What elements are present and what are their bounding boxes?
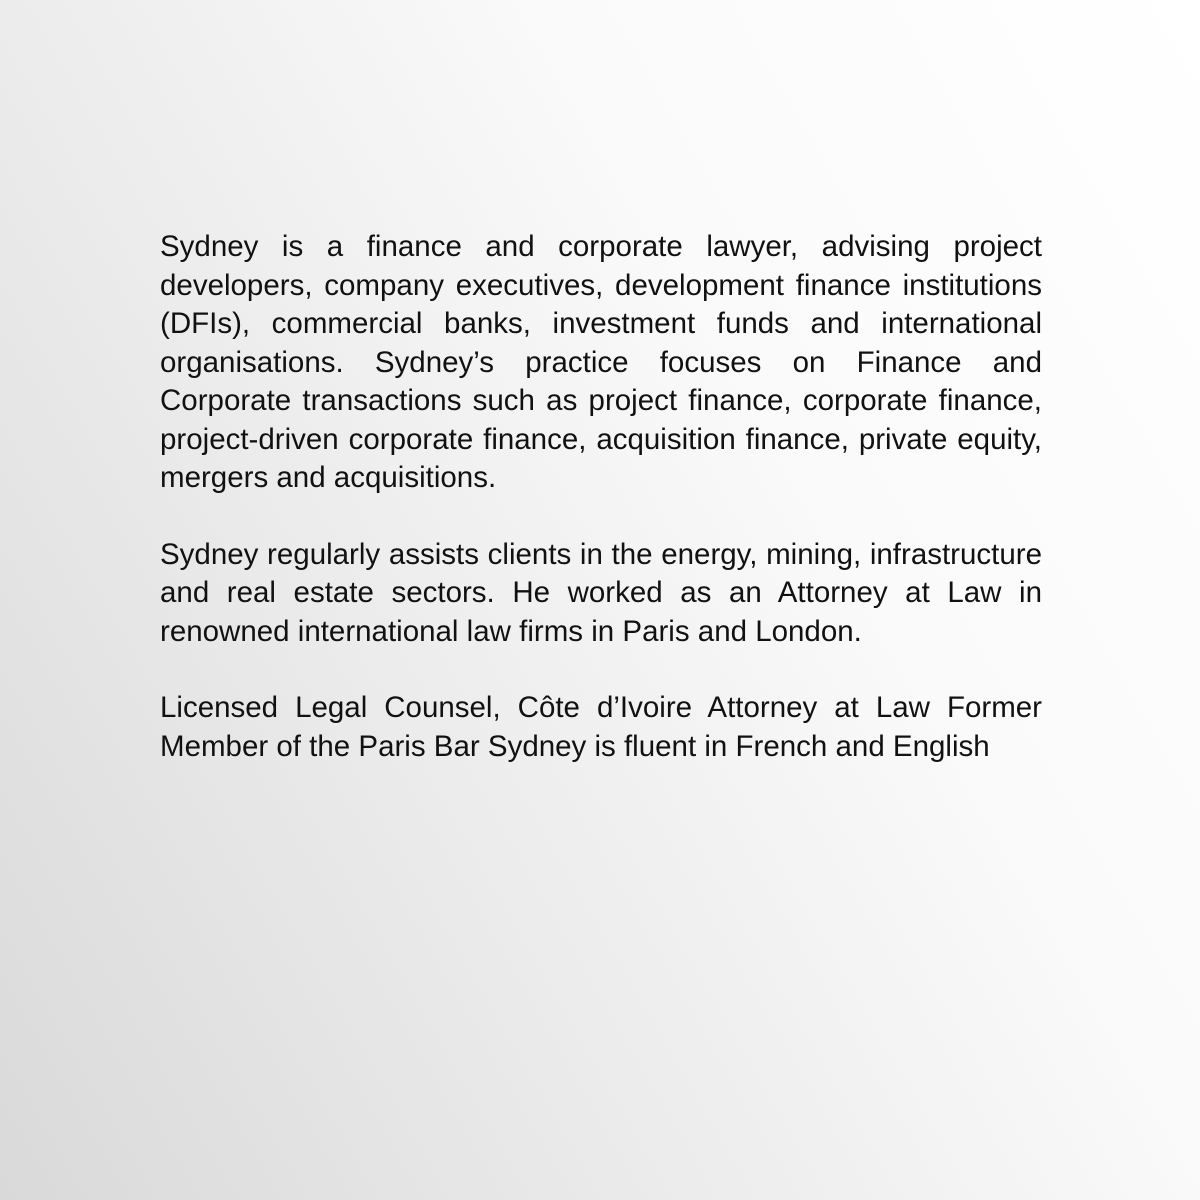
bio-text-block [160, 228, 1042, 766]
bio-paragraph-credentials: Licensed Legal Counsel, Côte d’Ivoire Attorney at Law Former Member of the Paris Bar Sydney is fluent in French and English [160, 691, 1042, 763]
bio-paragraph-sectors: Sydney regularly assists clients in the energy, mining, infrastructure and real estate sectors. He worked as an Attorney at Law in renowned international law firms in Paris and London. [160, 537, 1042, 648]
bio-paragraph-practice: Sydney is a finance and corporate lawyer, advising project developers, company executives, development finance institutions (DFIs), commercial banks, investment funds and international organisations. Sydney’s practice focuses on Finance and Corporate transactions such as project finance, corporate finance, project-driven corporate finance, acquisition finance, private equity, mergers and acquisitions. [160, 230, 1042, 494]
